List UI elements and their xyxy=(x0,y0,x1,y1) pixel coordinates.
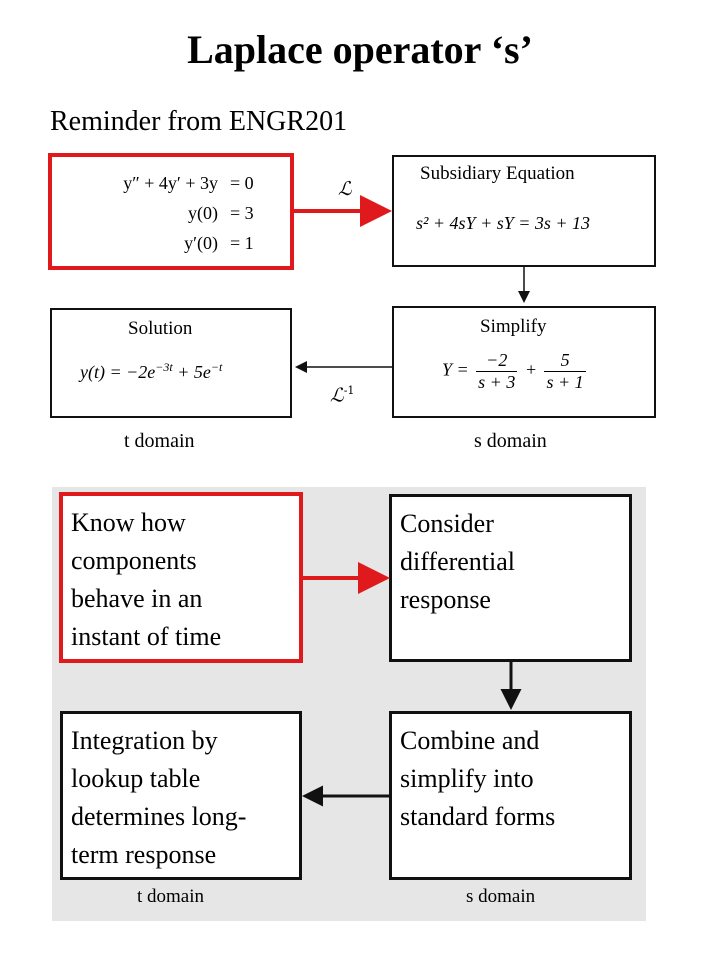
simplify-header: Simplify xyxy=(480,316,547,337)
solution-mid: + 5e xyxy=(172,362,211,382)
solution-header: Solution xyxy=(128,318,193,339)
initial-slope-rhs: = 1 xyxy=(230,233,254,253)
plus-sign: + xyxy=(524,359,537,380)
inverse-superscript: -1 xyxy=(343,384,355,397)
know-components-text: Know how components behave in an instant of time xyxy=(71,508,222,651)
fraction-1-denominator: s + 3 xyxy=(478,372,516,392)
fraction-2-numerator: 5 xyxy=(544,350,585,372)
ode-rhs: = 0 xyxy=(230,173,254,193)
page-title: Laplace operator ‘s’ xyxy=(187,27,533,72)
integration-lookup-text: Integration by lookup table determines long- term response xyxy=(71,726,247,869)
solution-exponent-1: −3t xyxy=(155,360,173,374)
consider-response-text: Consider differential response xyxy=(400,509,516,614)
bottom-t-domain-label: t domain xyxy=(137,886,205,907)
subtitle: Reminder from ENGR201 xyxy=(50,106,348,137)
initial-value-rhs: = 3 xyxy=(230,203,254,223)
initial-value-lhs: y(0) xyxy=(188,203,218,223)
ode-lhs: y″ + 4y′ + 3y xyxy=(123,173,218,193)
simplify-lhs: Y = xyxy=(442,359,469,380)
top-t-domain-label: t domain xyxy=(124,430,195,452)
combine-simplify-text: Combine and simplify into standard forms xyxy=(400,726,556,831)
subsidiary-header: Subsidiary Equation xyxy=(420,163,575,184)
top-s-domain-label: s domain xyxy=(474,430,547,452)
inverse-laplace-symbol: ℒ xyxy=(330,384,344,407)
subsidiary-equation: s² + 4sY + sY = 3s + 13 xyxy=(416,213,591,233)
laplace-transform-label: ℒ xyxy=(338,178,352,200)
initial-slope-lhs: y′(0) xyxy=(184,233,218,253)
solution-exponent-2: −t xyxy=(210,360,223,374)
solution-prefix: y(t) = −2e xyxy=(80,362,156,382)
bottom-s-domain-label: s domain xyxy=(466,886,536,907)
fraction-2-denominator: s + 1 xyxy=(546,372,584,392)
fraction-1-numerator: −2 xyxy=(476,350,517,372)
